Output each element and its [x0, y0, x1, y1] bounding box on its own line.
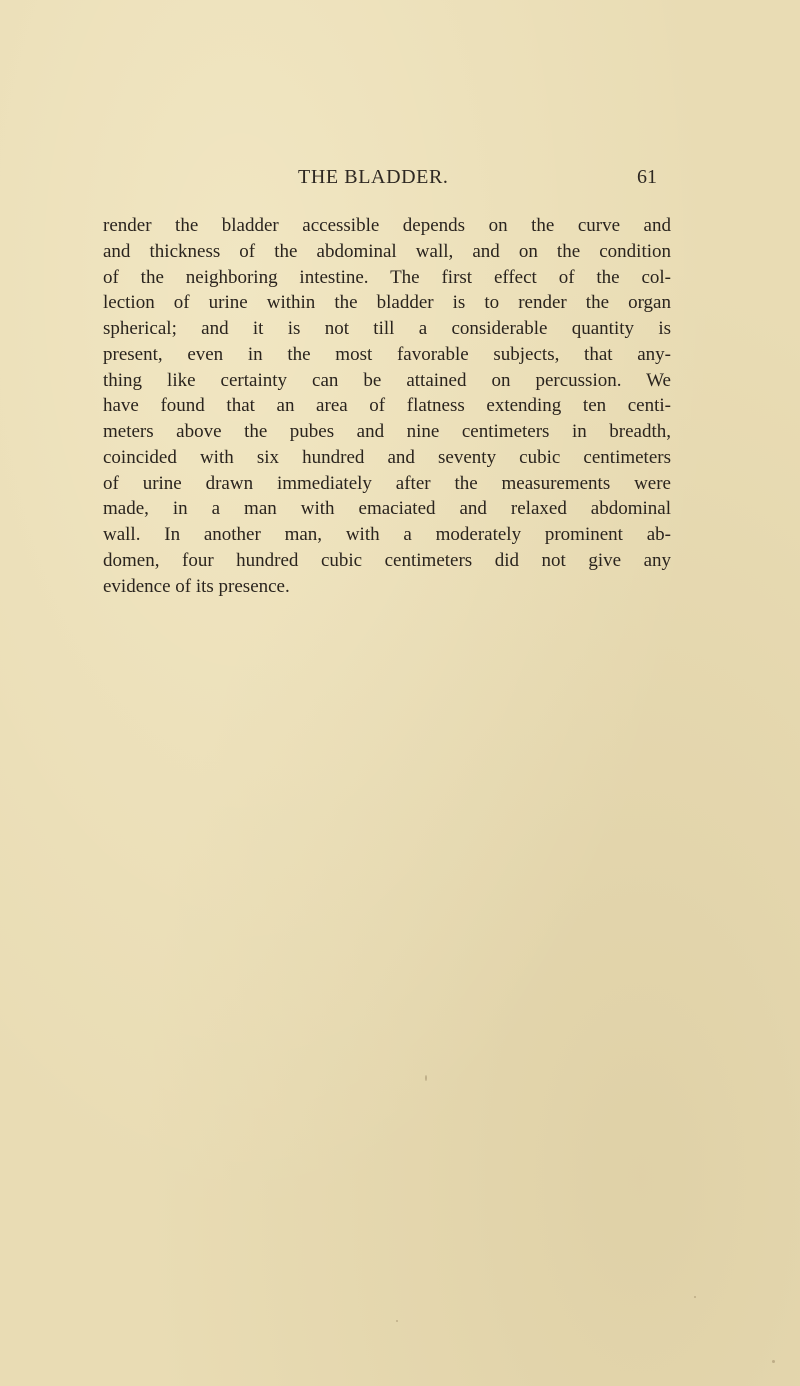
text-line: have found that an area of flatness extending ten centi- [103, 395, 671, 417]
text-line: domen, four hundred cubic centimeters did not give any [103, 549, 671, 571]
text-line: lection of urine within the bladder is to render the organ [103, 292, 671, 314]
text-line: wall. In another man, with a moderately prominent ab- [103, 524, 671, 545]
text-line: thing like certainty can be attained on percussion. We [103, 369, 671, 391]
paper-speck [694, 1296, 696, 1298]
text-line: evidence of its presence. [103, 575, 290, 597]
body-paragraph [103, 213, 671, 599]
text-line: coincided with six hundred and seventy cubic centimeters [103, 446, 671, 468]
page-number: 61 [637, 166, 657, 188]
paper-speck [772, 1360, 775, 1363]
text-line: spherical; and it is not till a considerable quantity is [103, 318, 671, 339]
text-line: of the neighboring intestine. The first effect of the col- [103, 266, 671, 288]
paper-speck [425, 1075, 427, 1081]
text-line: of urine drawn immediately after the measurements were [103, 472, 671, 494]
page-header [0, 166, 800, 196]
text-line: meters above the pubes and nine centimeters in breadth, [103, 421, 671, 442]
text-line: render the bladder accessible depends on the curve and [103, 215, 671, 236]
paper-speck [396, 1320, 398, 1322]
text-line: made, in a man with emaciated and relaxed abdominal [103, 498, 671, 520]
running-head: THE BLADDER. [298, 166, 449, 188]
text-line: and thickness of the abdominal wall, and on the condition [103, 240, 671, 262]
text-line: present, even in the most favorable subjects, that any- [103, 343, 671, 365]
